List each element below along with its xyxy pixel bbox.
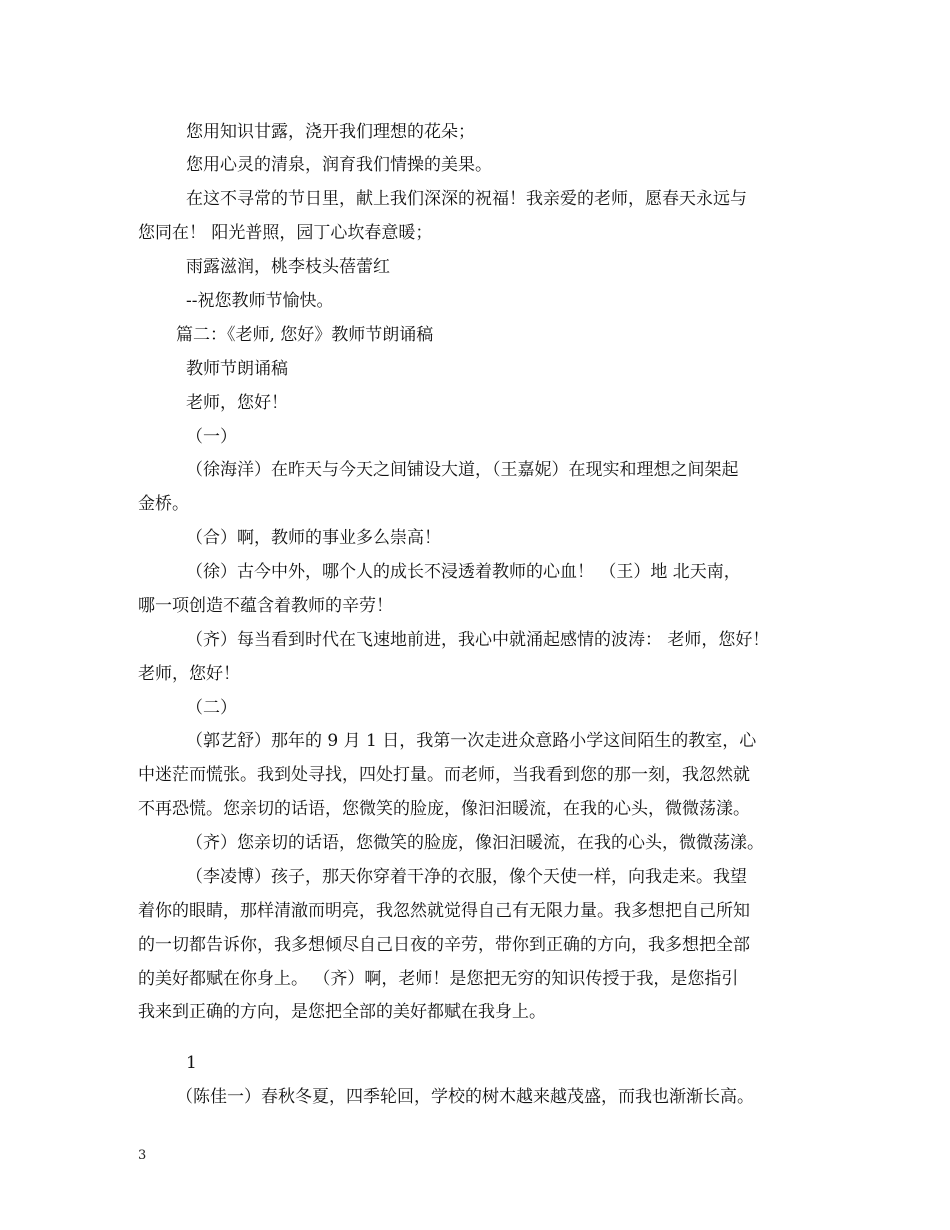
text-line: （李凌博）孩子，那天你穿着干净的衣服，像个天使一样，向我走来。我望 xyxy=(186,867,747,887)
text-line: 您同在！ 阳光普照，园丁心坎春意暖； xyxy=(138,223,433,243)
text-line: （一） xyxy=(186,427,237,447)
text-line: 哪一项创造不蕴含着教师的辛劳！ xyxy=(138,596,393,616)
text-line: 您用心灵的清泉，润育我们情操的美果。 xyxy=(186,155,492,175)
text-line: （陈佳一）春秋冬夏，四季轮回，学校的树木越来越茂盛，而我也渐渐长高。 xyxy=(176,1087,754,1107)
text-line: 我来到正确的方向，是您把全部的美好都赋在我身上。 xyxy=(138,1002,546,1022)
text-line: （齐）每当看到时代在飞速地前进，我心中就涌起感情的波涛： 老师，您好！ xyxy=(186,630,770,650)
text-line: 在这不寻常的节日里，献上我们深深的祝福！我亲爱的老师，愿春天永远与 xyxy=(186,189,747,209)
text-line: 着你的眼睛，那样清澈而明亮，我忽然就觉得自己有无限力量。我多想把自己所知 xyxy=(138,901,750,921)
text-line: 您用知识甘露，浇开我们理想的花朵； xyxy=(186,122,475,142)
text-line: （合）啊，教师的事业多么崇高！ xyxy=(186,528,441,548)
text-line: （郭艺舒）那年的 9 月 1 日，我第一次走进众意路小学这间陌生的教室，心 xyxy=(186,731,757,751)
text-line: 的美好都赋在你身上。 （齐）啊，老师！是您把无穷的知识传授于我，是您指引 xyxy=(138,969,739,989)
text-line: 不再恐慌。您亲切的话语，您微笑的脸庞，像汩汩暖流，在我的心头，微微荡漾。 xyxy=(138,799,750,819)
text-line: （二） xyxy=(186,698,237,718)
text-line: --祝您教师节愉快。 xyxy=(186,291,334,311)
text-line: 老师，您好！ xyxy=(186,393,288,413)
text-line: 金桥。 xyxy=(138,494,189,514)
section-heading: 篇二：《老师, 您好》教师节朗诵稿 xyxy=(176,325,434,345)
text-line: 中迷茫而慌张。我到处寻找，四处打量。而老师，当我看到您的那一刻，我忽然就 xyxy=(138,765,750,785)
text-line: 雨露滋润，桃李枝头蓓蕾红 xyxy=(186,257,390,277)
text-line: （徐海洋）在昨天与今天之间铺设大道，（王嘉妮）在现实和理想之间架起 xyxy=(186,460,739,480)
text-line: （齐）您亲切的话语，您微笑的脸庞，像汩汩暖流，在我的心头，微微荡漾。 xyxy=(186,833,764,853)
text-line: 1 xyxy=(186,1053,197,1073)
text-line: 教师节朗诵稿 xyxy=(186,359,288,379)
text-line: （徐）古今中外，哪个人的成长不浸透着教师的心血！ （王）地 北天南， xyxy=(186,562,741,582)
page-number: 3 xyxy=(138,1148,147,1163)
text-line: 老师，您好！ xyxy=(138,664,240,684)
text-line: 的一切都告诉你，我多想倾尽自己日夜的辛劳，带你到正确的方向，我多想把全部 xyxy=(138,935,750,955)
